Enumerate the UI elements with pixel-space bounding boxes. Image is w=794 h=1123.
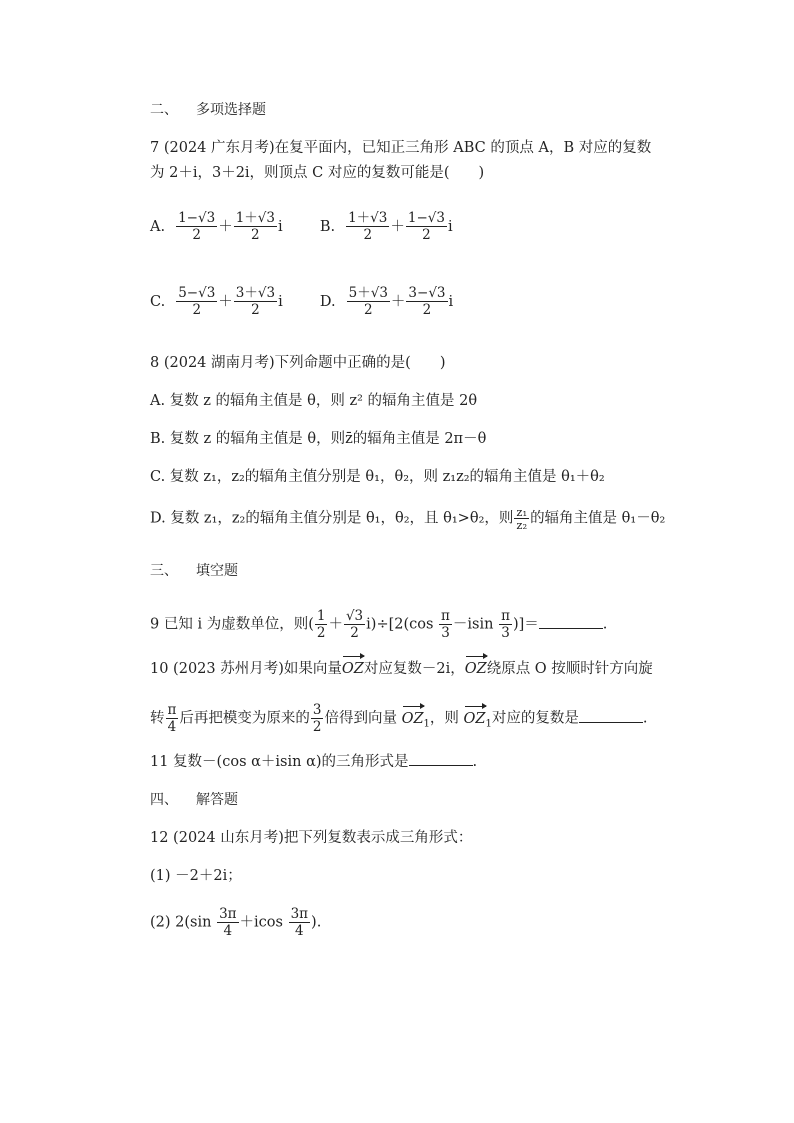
question-7-options-cd	[150, 285, 453, 318]
vector-oz1: OZ	[401, 710, 424, 727]
numerator: 1−√3	[178, 210, 216, 226]
imaginary-unit: i	[448, 293, 454, 310]
fraction	[176, 285, 217, 318]
operator: ＋	[390, 293, 406, 310]
option-text: 的辐角主值是 θ₁－θ₂	[530, 510, 666, 527]
denominator: 2	[251, 302, 260, 318]
text: ＋icos	[239, 914, 283, 931]
text: 10 (2023 苏州月考)如果向量	[150, 661, 342, 677]
text: 后再把模变为原来的	[179, 710, 310, 727]
text: )]＝	[512, 616, 539, 633]
denominator: 2	[312, 719, 322, 735]
text: .	[642, 710, 648, 727]
text: .	[472, 754, 478, 770]
section-heading-solutions	[150, 790, 238, 810]
section-heading-fill-in	[150, 561, 238, 581]
numerator: 1＋√3	[235, 210, 275, 226]
option-label: A.	[150, 218, 166, 235]
numerator: √3	[345, 608, 364, 624]
numerator: 5＋√3	[348, 285, 388, 301]
denominator: 2	[363, 302, 373, 318]
numerator: 3＋√3	[235, 285, 276, 301]
subscript: 1	[485, 718, 492, 730]
denominator: 4	[223, 923, 233, 939]
section-title: 填空题	[196, 563, 238, 579]
vector-oz1: OZ	[463, 710, 486, 727]
answer-blank[interactable]	[539, 614, 603, 629]
denominator: 2	[192, 302, 202, 318]
fraction	[234, 210, 277, 243]
option-text: D. 复数 z₁，z₂的辐角主值分别是 θ₁，θ₂，且 θ₁>θ₂，则	[150, 510, 514, 527]
question-9	[150, 608, 607, 641]
text: 对应的复数是	[491, 710, 579, 727]
option-label: C.	[150, 293, 166, 310]
section-heading-multiple-choice	[150, 100, 266, 120]
section-number: 三、	[150, 563, 178, 579]
question-10-line-1	[150, 659, 653, 679]
answer-blank[interactable]	[579, 708, 643, 723]
answer-blank[interactable]	[409, 751, 473, 766]
operator: ＋	[218, 293, 233, 310]
question-12-part-2	[150, 906, 321, 939]
question-7-options-ab	[150, 210, 453, 243]
denominator: 2	[251, 227, 260, 243]
question-8-option-c[interactable]: C. 复数 z₁，z₂的辐角主值分别是 θ₁，θ₂，则 z₁z₂的辐角主值是 θ₁＋θ₂	[150, 469, 605, 485]
option-b[interactable]	[320, 210, 453, 243]
section-title: 多项选择题	[196, 102, 266, 118]
text: 11 复数－(cos α＋isin α)的三角形式是	[150, 754, 409, 770]
denominator: 2	[422, 302, 432, 318]
question-12-stem: 12 (2024 山东月考)把下列复数表示成三角形式：	[150, 830, 473, 846]
fraction	[346, 210, 389, 243]
fraction	[311, 702, 324, 735]
denominator: 2	[363, 227, 373, 243]
fraction	[514, 506, 529, 531]
numerator: 3−√3	[408, 285, 446, 301]
fraction	[499, 608, 512, 641]
fraction	[315, 608, 328, 641]
denominator: 3	[501, 625, 510, 641]
question-11	[150, 751, 477, 772]
option-label: B.	[319, 218, 336, 235]
section-title: 解答题	[196, 792, 238, 808]
question-8-option-d[interactable]	[150, 506, 665, 531]
operator: ＋	[390, 218, 405, 235]
fraction	[439, 608, 452, 641]
text: (2) 2(sin	[150, 914, 212, 931]
question-12-part-1: (1) －2＋2i；	[150, 868, 242, 884]
denominator: 2	[350, 625, 359, 641]
option-d[interactable]	[320, 285, 453, 318]
question-10-line-2	[150, 702, 647, 735]
denominator: 3	[441, 625, 450, 641]
numerator: z₁	[516, 505, 528, 519]
fraction	[176, 210, 217, 243]
subscript: 1	[423, 718, 430, 730]
text: i)÷[2(cos	[366, 616, 434, 633]
text: 转	[150, 710, 165, 727]
question-7-line-2: 为 2＋i，3＋2i，则顶点 C 对应的复数可能是( )	[150, 165, 485, 181]
section-number: 四、	[150, 792, 178, 808]
text: ，则	[429, 710, 459, 727]
denominator: 4	[295, 923, 304, 939]
numerator: π	[441, 608, 450, 624]
question-7-line-1: 7 (2024 广东月考)在复平面内，已知正三角形 ABC 的顶点 A，B 对应的复数	[150, 140, 652, 156]
imaginary-unit: i	[277, 218, 283, 235]
denominator: 2	[192, 227, 201, 243]
text: 倍得到向量	[324, 710, 397, 727]
text: 对应复数－2i，	[363, 661, 465, 677]
imaginary-unit: i	[447, 218, 453, 235]
operator: ＋	[218, 218, 233, 235]
text: .	[602, 616, 608, 633]
question-8-option-a[interactable]: A. 复数 z 的辐角主值是 θ，则 z² 的辐角主值是 2θ	[150, 393, 478, 409]
fraction	[217, 906, 238, 939]
question-8-stem: 8 (2024 湖南月考)下列命题中正确的是( )	[150, 355, 446, 371]
option-a[interactable]	[150, 210, 283, 243]
fraction	[344, 608, 365, 641]
option-c[interactable]	[150, 285, 283, 318]
fraction	[406, 285, 447, 318]
text: －isin	[452, 616, 494, 633]
numerator: π	[501, 608, 510, 624]
section-number: 二、	[150, 102, 178, 118]
option-label: D.	[319, 293, 336, 310]
denominator: z₂	[516, 518, 528, 532]
text: 绕原点 O 按顺时针方向旋	[486, 661, 653, 677]
fraction	[406, 210, 447, 243]
denominator: 2	[422, 227, 431, 243]
denominator: 4	[167, 719, 177, 735]
fraction	[289, 906, 310, 939]
numerator: 3π	[219, 906, 237, 922]
vector-oz: OZ	[341, 661, 364, 677]
numerator: 1＋√3	[348, 210, 388, 226]
numerator: π	[167, 702, 177, 718]
text: 9 已知 i 为虚数单位，则(	[150, 616, 314, 633]
numerator: 3π	[290, 906, 309, 922]
fraction	[347, 285, 390, 318]
denominator: 2	[316, 625, 326, 641]
fraction	[166, 702, 179, 735]
vector-oz: OZ	[464, 661, 487, 677]
text: ).	[311, 914, 322, 931]
numerator: 1−√3	[407, 210, 445, 226]
question-8-option-b[interactable]: B. 复数 z 的辐角主值是 θ，则z̄的辐角主值是 2π－θ	[150, 431, 487, 447]
fraction	[234, 285, 277, 318]
numerator: 3	[312, 702, 322, 718]
numerator: 5−√3	[178, 285, 216, 301]
imaginary-unit: i	[278, 293, 283, 310]
numerator: 1	[316, 608, 326, 624]
operator: ＋	[328, 616, 343, 633]
